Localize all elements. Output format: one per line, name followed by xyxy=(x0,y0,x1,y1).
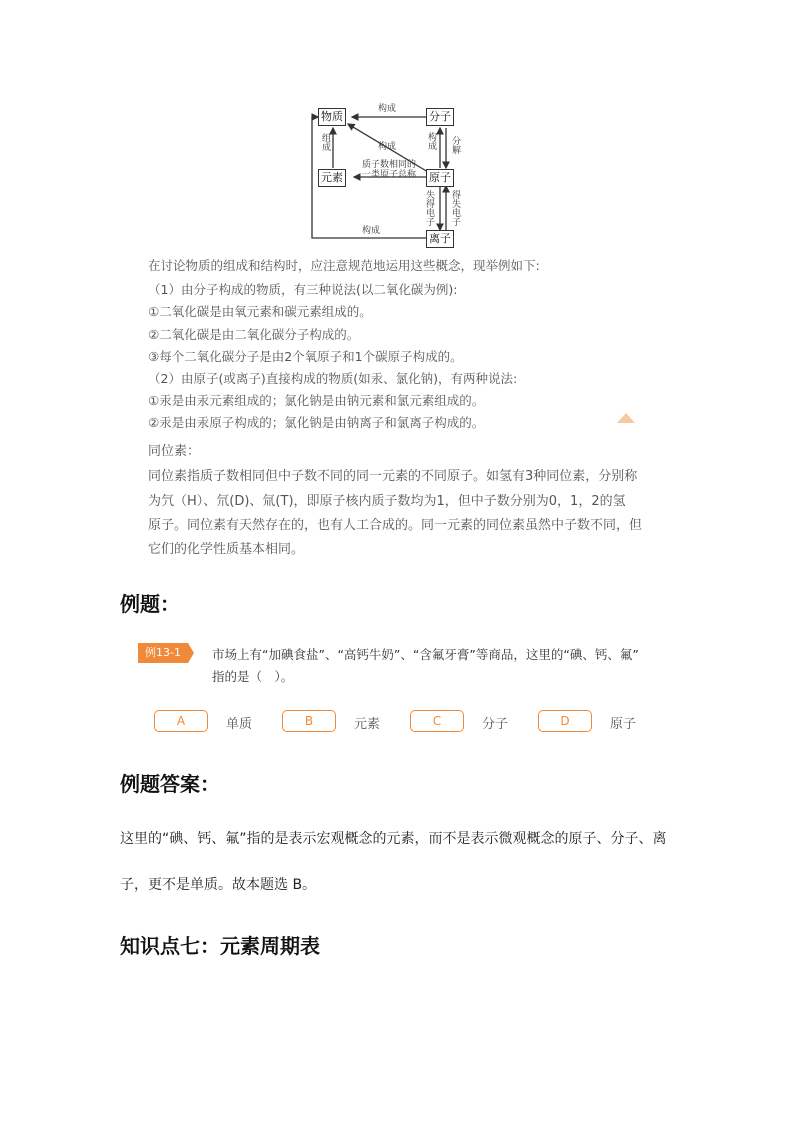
answer-line-1: 这里的“碘、钙、氟”指的是表示宏观概念的元素，而不是表示微观概念的原子、分子、离 xyxy=(120,831,667,847)
isotope-line-3: 原子。同位素有天然存在的，也有人工合成的。同一元素的同位素虽然中子数不同，但 xyxy=(148,518,643,533)
label-bottom-goucheng: 构成 xyxy=(362,226,381,236)
example-heading: 例题： xyxy=(120,592,180,616)
intro-line-7: ①汞是由汞元素组成的；氯化钠是由钠元素和氯元素组成的。 xyxy=(148,393,485,408)
intro-line-2: （1）由分子构成的物质，有三种说法(以二氧化碳为例): xyxy=(148,282,458,297)
isotope-line-2: 为氕（H）、氘(D)、氚(T)，即原子核内质子数均为1，但中子数分别为0，1，2的氢 xyxy=(148,494,626,509)
label-mid-goucheng: 构成 xyxy=(426,132,436,150)
box-yuanzi: 原子 xyxy=(426,169,454,187)
box-yuansu: 元素 xyxy=(318,169,346,187)
answer-line-2: 子，更不是单质。故本题选 B。 xyxy=(120,877,317,893)
label-diag-goucheng: 构成 xyxy=(378,142,397,152)
label-top-goucheng: 构成 xyxy=(378,104,397,114)
isotope-line-1: 同位素指质子数相同但中子数不同的同一元素的不同原子。如氢有3种同位素，分别称 xyxy=(148,469,638,484)
example-badge: 例13-1 xyxy=(138,643,188,663)
label-shidianzi: 失得电子 xyxy=(424,190,434,226)
intro-line-4: ②二氧化碳是由二氧化碳分子构成的。 xyxy=(148,327,360,342)
concept-diagram xyxy=(300,100,470,250)
intro-line-3: ①二氧化碳是由氧元素和碳元素组成的。 xyxy=(148,304,372,319)
label-dedianzi: 得失电子 xyxy=(450,190,460,226)
option-c-text: 分子 xyxy=(482,717,509,732)
isotope-line-4: 它们的化学性质基本相同。 xyxy=(148,542,305,557)
option-c-button[interactable]: C xyxy=(410,710,464,732)
question-line-1: 市场上有“加碘食盐”、“高钙牛奶”、“含氟牙膏”等商品，这里的“碘、钙、氟” xyxy=(212,647,639,662)
label-fenjie: 分解 xyxy=(450,136,460,154)
isotope-title: 同位素： xyxy=(148,444,201,459)
label-zucheng: 组成 xyxy=(320,133,330,151)
label-definition: 质子数相同的一类原子总称 xyxy=(361,160,416,180)
question-line-2: 指的是（ ）。 xyxy=(212,669,294,684)
option-b-text: 元素 xyxy=(354,717,381,732)
triangle-icon xyxy=(617,413,635,423)
intro-line-8: ②汞是由汞原子构成的；氯化钠是由钠离子和氯离子构成的。 xyxy=(148,415,485,430)
option-a-text: 单质 xyxy=(226,717,253,732)
option-b-button[interactable]: B xyxy=(282,710,336,732)
intro-line-1: 在讨论物质的组成和结构时，应注意规范地运用这些概念，现举例如下: xyxy=(148,258,540,273)
intro-line-5: ③每个二氧化碳分子是由2个氧原子和1个碳原子构成的。 xyxy=(148,349,463,364)
option-a-button[interactable]: A xyxy=(154,710,208,732)
option-d-text: 原子 xyxy=(610,717,637,732)
next-section-heading: 知识点七：元素周期表 xyxy=(120,934,320,958)
option-d-button[interactable]: D xyxy=(538,710,592,732)
answer-heading: 例题答案： xyxy=(120,772,220,796)
box-lizi: 离子 xyxy=(426,230,454,248)
intro-line-6: （2）由原子(或离子)直接构成的物质(如汞、氯化钠)，有两种说法: xyxy=(148,371,518,386)
box-wuzhi: 物质 xyxy=(318,108,346,126)
box-fenzi: 分子 xyxy=(426,108,454,126)
